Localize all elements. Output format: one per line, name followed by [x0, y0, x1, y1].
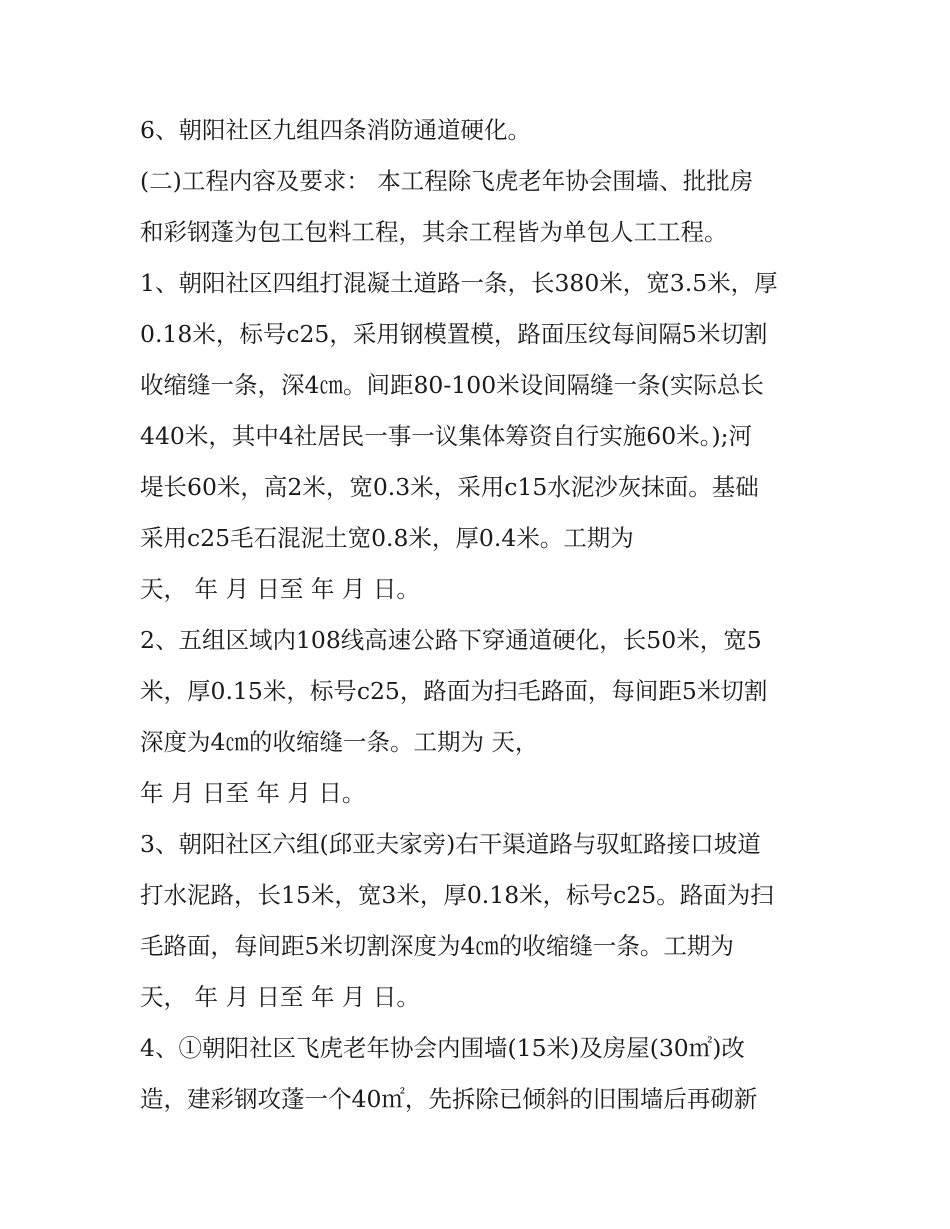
text-line: 毛路面，每间距5米切割深度为4㎝的收缩缝一条。工期为	[140, 932, 734, 960]
text-line: 和彩钢蓬为包工包料工程，其余工程皆为单包人工工程。	[140, 218, 728, 246]
text-line: (二)工程内容及要求： 本工程除飞虎老年协会围墙、批批房	[140, 167, 754, 195]
text-line: 堤长60米，高2米，宽0.3米，采用c15水泥沙灰抹面。基础	[140, 473, 759, 501]
text-line: 年 月 日至 年 月 日。	[140, 779, 366, 807]
text-line: 天， 年 月 日至 年 月 日。	[140, 983, 420, 1011]
text-line: 440米，其中4社居民一事一议集体筹资自行实施60米。);河	[140, 422, 753, 450]
text-line: 3、朝阳社区六组(邱亚夫家旁)右干渠道路与驭虹路接口坡道	[140, 830, 761, 858]
text-line: 打水泥路，长15米，宽3米，厚0.18米，标号c25。路面为扫	[140, 881, 774, 909]
text-line: 0.18米，标号c25，采用钢模置模，路面压纹每间隔5米切割	[140, 320, 768, 348]
document-body	[140, 105, 820, 1125]
text-line: 天， 年 月 日至 年 月 日。	[140, 575, 420, 603]
text-line: 6、朝阳社区九组四条消防通道硬化。	[140, 116, 531, 144]
text-line: 米，厚0.15米，标号c25，路面为扫毛路面，每间距5米切割	[140, 677, 768, 705]
text-line: 1、朝阳社区四组打混凝土道路一条，长380米，宽3.5米，厚	[140, 269, 778, 297]
text-line: 造，建彩钢攻蓬一个40㎡，先拆除已倾斜的旧围墙后再砌新	[140, 1085, 758, 1113]
text-line: 收缩缝一条，深4㎝。间距80-100米设间隔缝一条(实际总长	[140, 371, 764, 399]
text-line: 深度为4㎝的收缩缝一条。工期为 天，	[140, 728, 539, 756]
text-line: 采用c25毛石混泥土宽0.8米，厚0.4米。工期为	[140, 524, 634, 552]
text-line: 4、①朝阳社区飞虎老年协会内围墙(15米)及房屋(30㎡)改	[140, 1034, 745, 1062]
text-line: 2、五组区域内108线高速公路下穿通道硬化，长50米，宽5	[140, 626, 762, 654]
